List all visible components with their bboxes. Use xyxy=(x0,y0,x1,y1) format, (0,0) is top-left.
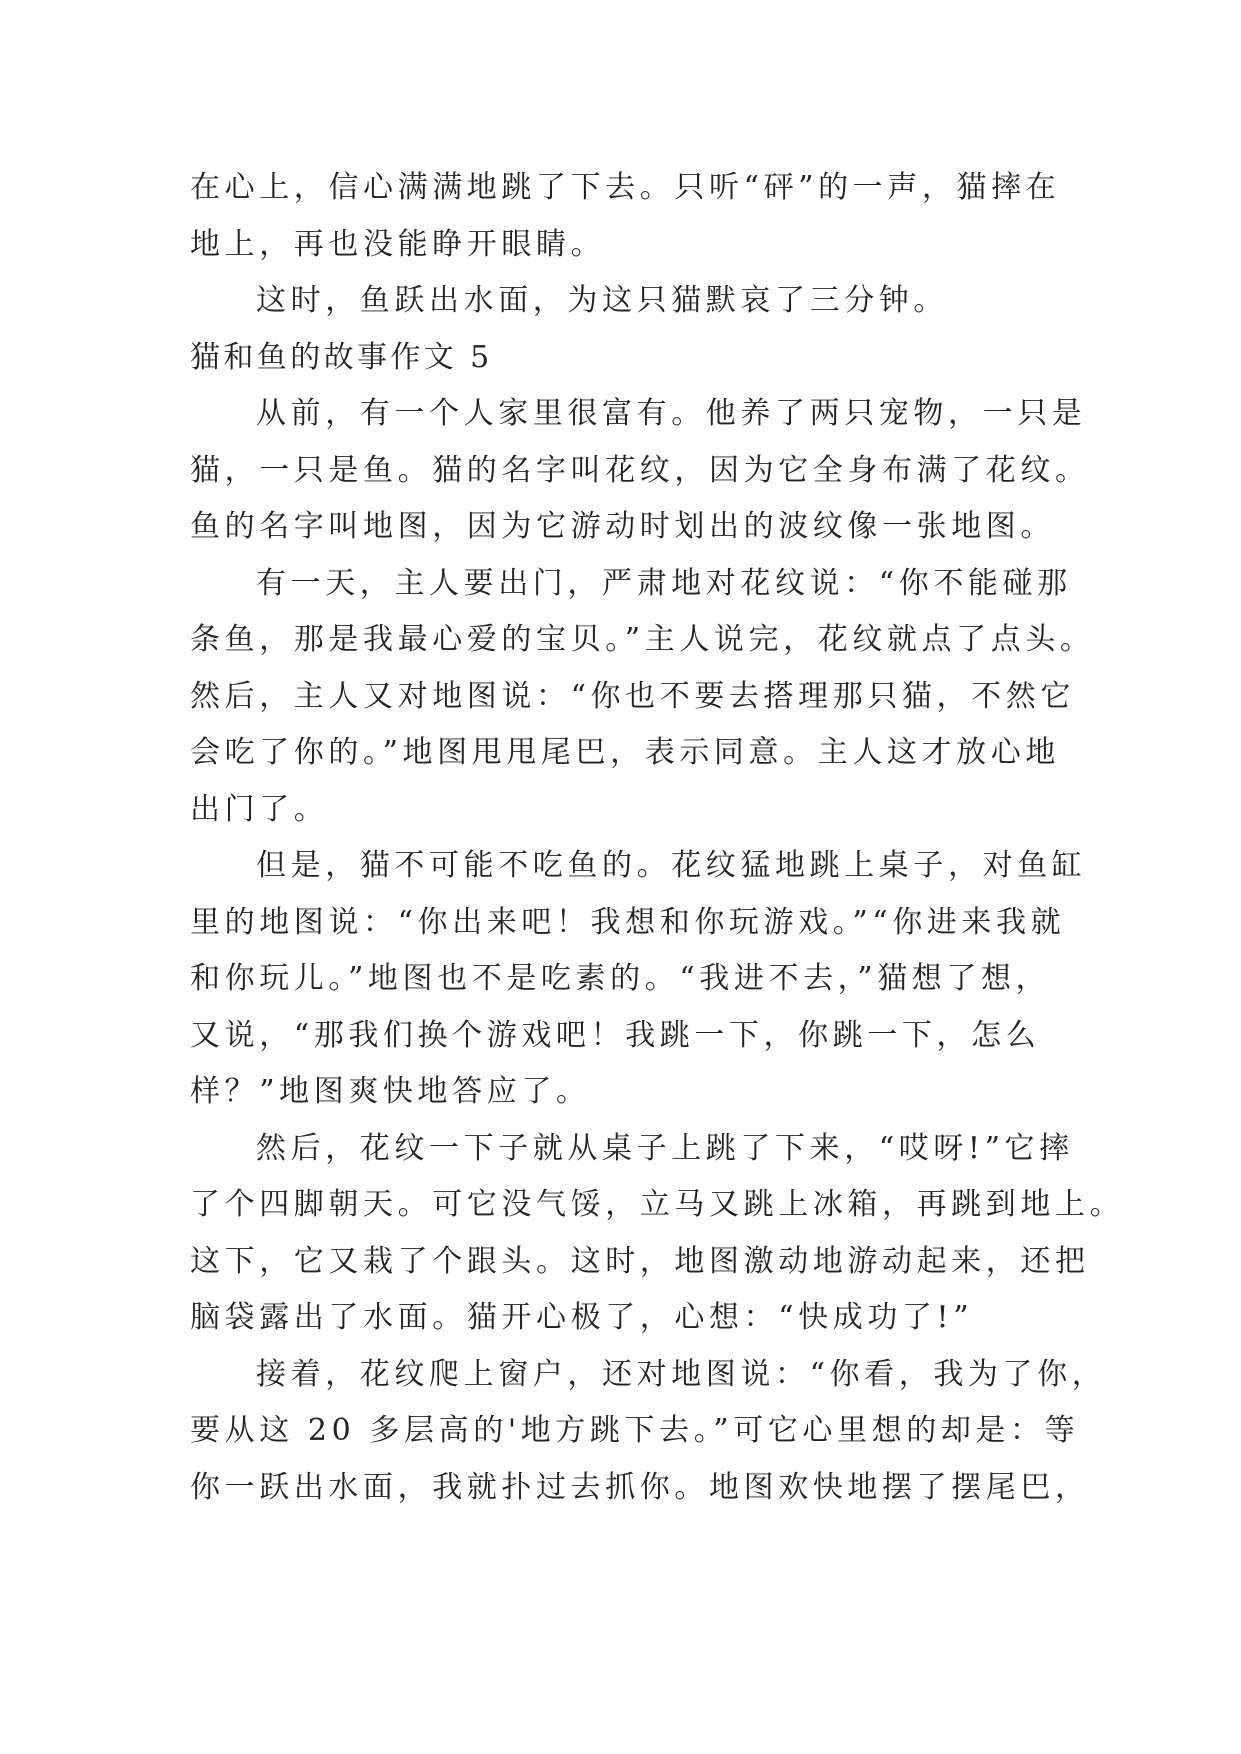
text-line: 有一天，主人要出门，严肃地对花纹说：“你不能碰那 xyxy=(256,565,1072,601)
text-line: 这下，它又栽了个跟头。这时，地图激动地游动起来，还把 xyxy=(190,1243,1090,1279)
document-body xyxy=(190,160,1125,1516)
text-line: 了个四脚朝天。可它没气馁，立马又跳上冰箱，再跳到地上。 xyxy=(190,1187,1125,1222)
text-line: 地上，再也没能睁开眼睛。 xyxy=(190,226,606,262)
text-line: 要从这 20 多层高的'地方跳下去。”可它心里想的却是：等 xyxy=(190,1413,1080,1448)
text-line: 会吃了你的。”地图甩甩尾巴，表示同意。主人这才放心地 xyxy=(190,735,1060,770)
text-line: 接着，花纹爬上窗户，还对地图说：“你看，我为了你， xyxy=(256,1356,1107,1392)
paragraph-6 xyxy=(190,1121,1125,1347)
paragraph-7 xyxy=(190,1347,1107,1517)
text-line: 这时，鱼跃出水面，为这只猫默哀了三分钟。 xyxy=(256,283,948,318)
text-line: 你一跃出水面，我就扑过去抓你。地图欢快地摆了摆尾巴， xyxy=(190,1469,1090,1505)
paragraph-4 xyxy=(190,556,1095,839)
text-line: 从前，有一个人家里很富有。他养了两只宠物，一只是 xyxy=(256,396,1087,431)
text-line: 里的地图说：“你出来吧！我想和你玩游戏。”“你进来我就 xyxy=(190,904,1066,940)
text-line: 猫，一只是鱼。猫的名字叫花纹，因为它全身布满了花纹。 xyxy=(190,452,1090,488)
text-line: 鱼的名字叫地图，因为它游动时划出的波纹像一张地图。 xyxy=(190,509,1055,544)
paragraph-3 xyxy=(190,386,1090,556)
text-line: 但是，猫不可能不吃鱼的。花纹猛地跳上桌子，对鱼缸 xyxy=(256,848,1087,883)
section-heading xyxy=(190,330,1070,387)
text-line: 脑袋露出了水面。猫开心极了，心想：“快成功了!” xyxy=(190,1300,974,1335)
text-line: 样？”地图爽快地答应了。 xyxy=(190,1074,591,1109)
text-line: 又说，“那我们换个游戏吧！我跳一下，你跳一下，怎么 xyxy=(190,1017,1041,1053)
paragraph-2 xyxy=(190,273,1070,330)
text-line: 在心上，信心满满地跳了下去。只听“砰”的一声，猫摔在 xyxy=(190,170,1061,205)
text-line: 出门了。 xyxy=(190,791,329,827)
text-line: 和你玩儿。”地图也不是吃素的。“我进不去，”猫想了想， xyxy=(190,961,1051,996)
paragraph-5 xyxy=(190,838,1087,1121)
heading-line: 猫和鱼的故事作文 5 xyxy=(190,339,493,375)
text-line: 条鱼，那是我最心爱的宝贝。”主人说完，花纹就点了点头。 xyxy=(190,622,1095,657)
paragraph-1 xyxy=(190,160,1070,273)
text-line: 然后，主人又对地图说：“你也不要去搭理那只猫，不然它 xyxy=(190,678,1075,714)
text-line: 然后，花纹一下子就从桌子上跳了下来，“哎呀!”它摔 xyxy=(256,1130,1074,1166)
